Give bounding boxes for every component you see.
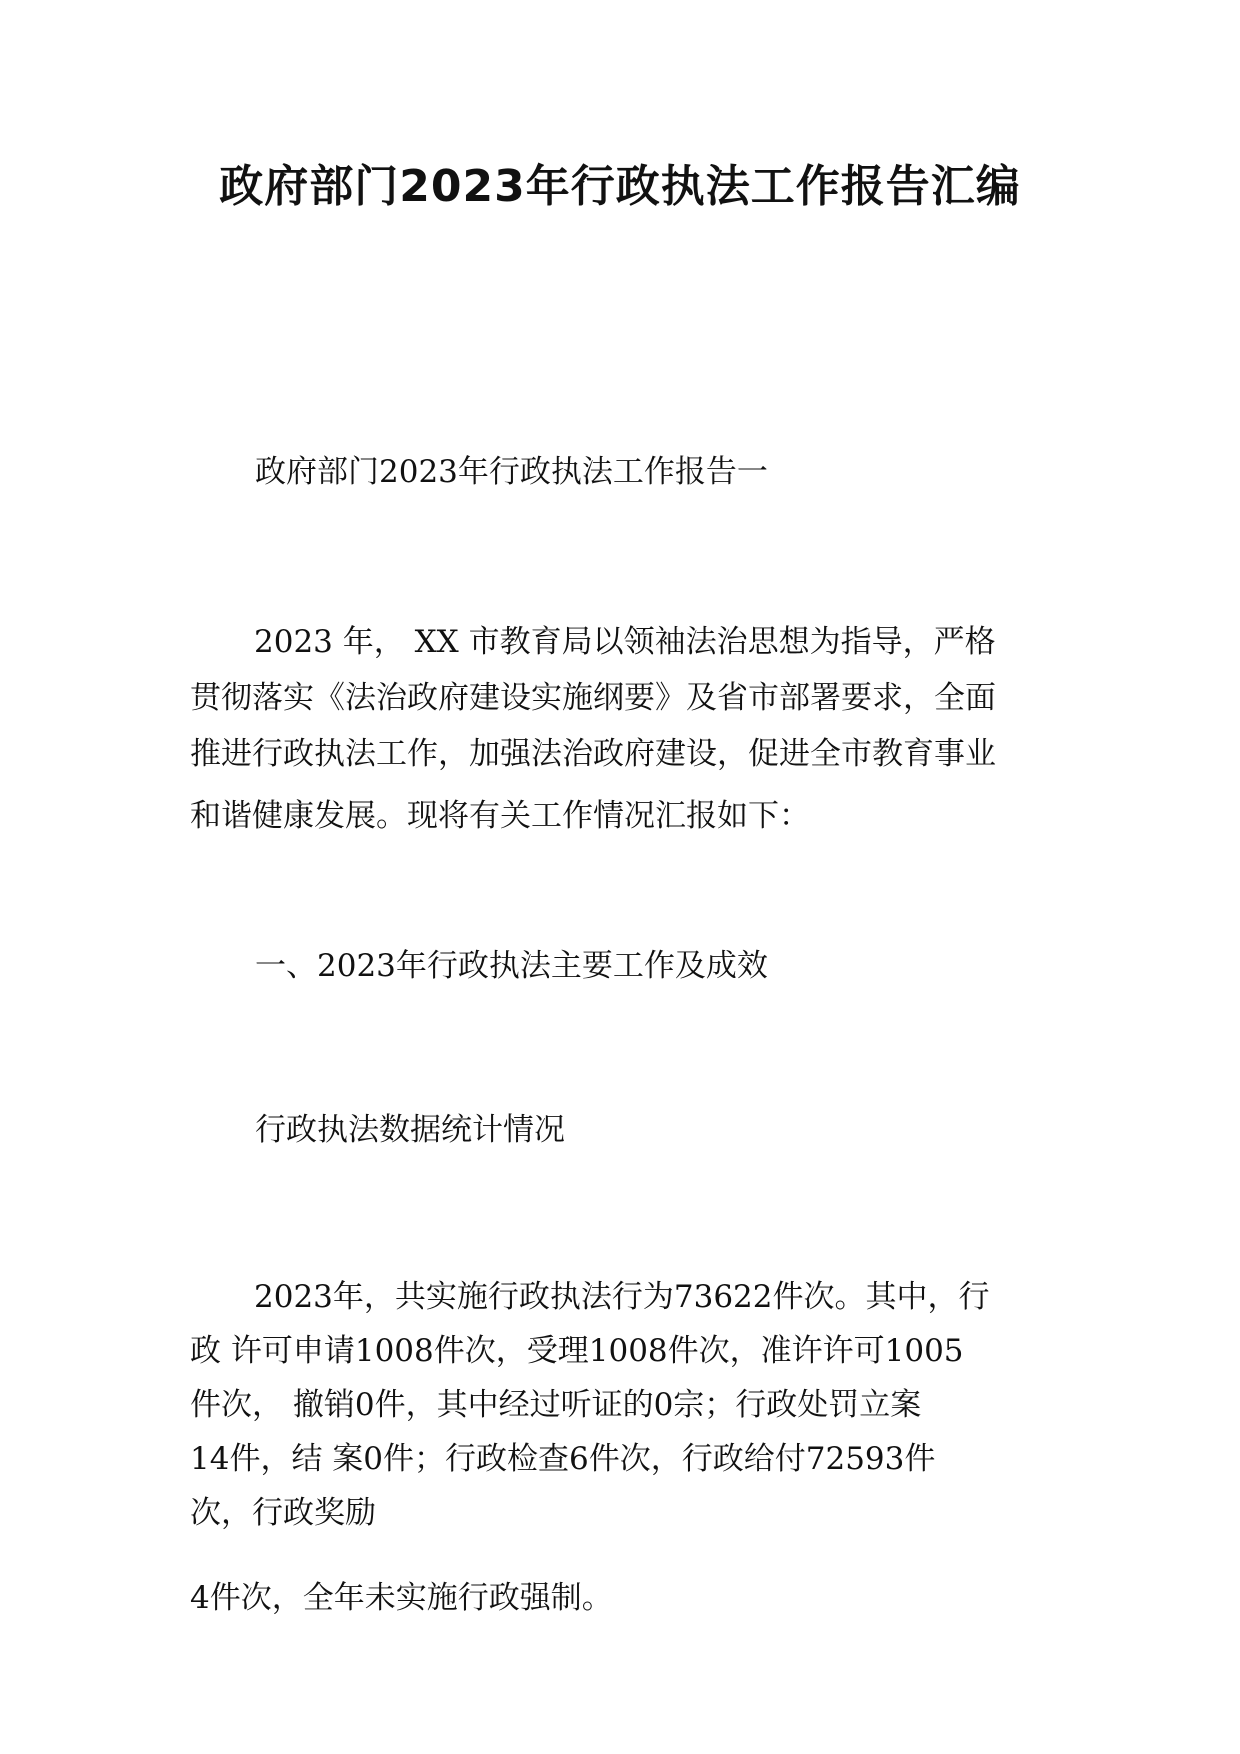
stats-line: 14件，结 案0件；行政检查6件次，行政给付72593件 bbox=[190, 1441, 936, 1477]
intro-line: 推进行政执法工作，加强法治政府建设，促进全市教育事业 bbox=[190, 736, 996, 772]
stats-line: 2023年，共实施行政执法行为73622件次。其中，行 bbox=[254, 1279, 990, 1315]
intro-line: 贯彻落实《法治政府建设实施纲要》及省市部署要求，全面 bbox=[190, 680, 996, 716]
intro-line: 和谐健康发展。现将有关工作情况汇报如下： bbox=[190, 798, 810, 834]
subsection-heading: 行政执法数据统计情况 bbox=[255, 1112, 565, 1148]
section-heading: 一、2023年行政执法主要工作及成效 bbox=[255, 948, 768, 984]
closing-line: 4件次，全年未实施行政强制。 bbox=[190, 1580, 613, 1616]
stats-line: 次，行政奖励 bbox=[190, 1495, 376, 1531]
intro-line: 2023 年， XX 市教育局以领袖法治思想为指导，严格 bbox=[254, 624, 996, 660]
intro-paragraph bbox=[190, 614, 1060, 844]
stats-line: 政 许可申请1008件次，受理1008件次，准许许可1005 bbox=[190, 1333, 964, 1369]
stats-line: 件次， 撤销0件，其中经过听证的0宗；行政处罚立案 bbox=[190, 1387, 922, 1423]
document-title: 政府部门2023年行政执法工作报告汇编 bbox=[219, 161, 1021, 212]
report-subtitle: 政府部门2023年行政执法工作报告一 bbox=[255, 454, 768, 490]
stats-paragraph bbox=[190, 1270, 1060, 1540]
